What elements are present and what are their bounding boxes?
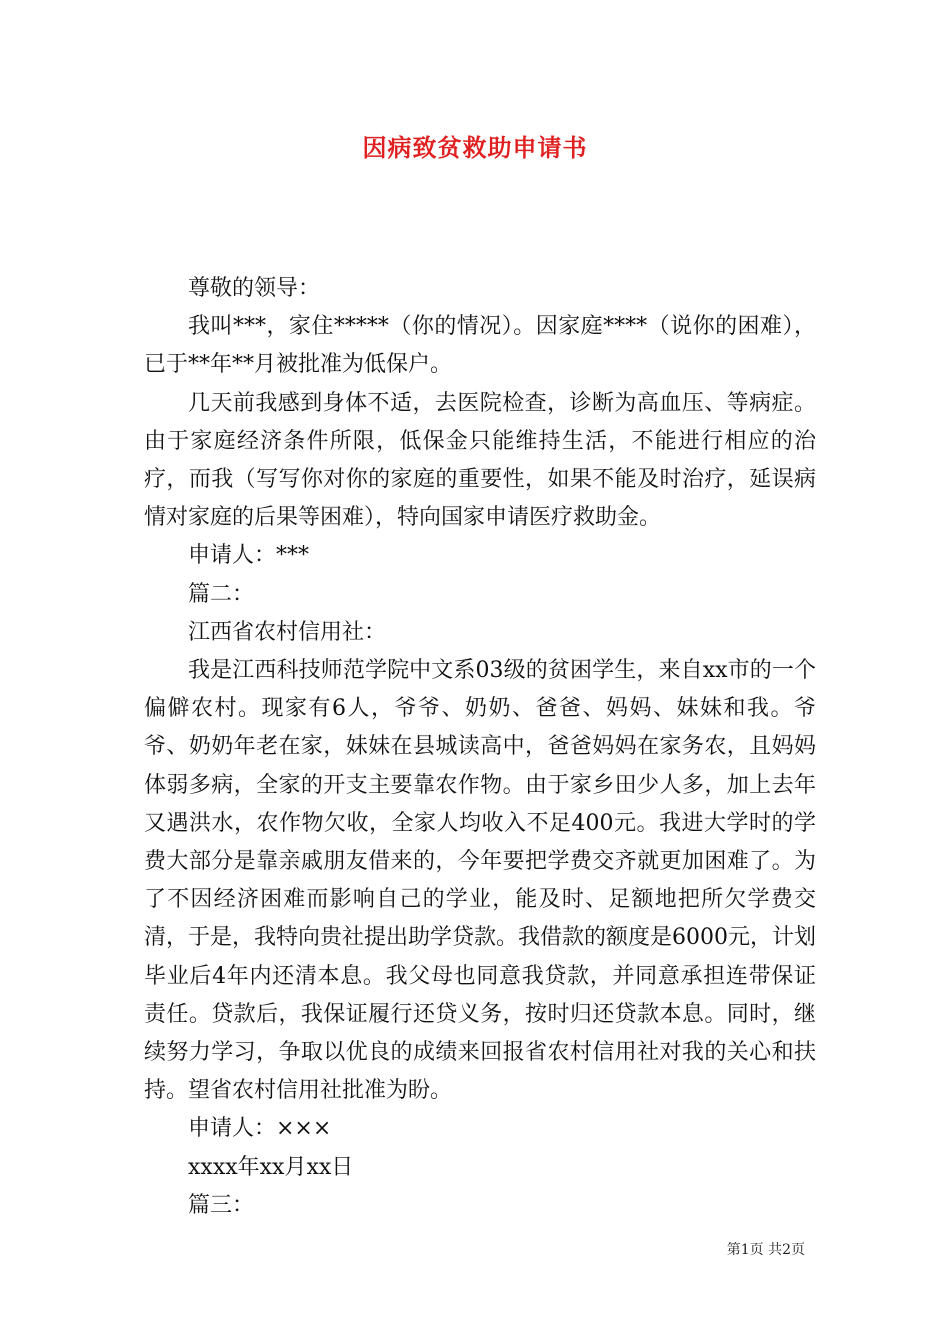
page-indicator: 第1页 共2页 <box>726 1242 805 1258</box>
section-heading-2: 篇二： <box>188 581 255 607</box>
document-title: 因病致贫救助申请书 <box>362 134 588 162</box>
date-line: xxxx年xx月xx日 <box>188 1154 354 1180</box>
recipient-2: 江西省农村信用社： <box>188 619 387 645</box>
paragraph-loan-request: 我是江西科技师范学院中文系03级的贫困学生，来自xx市的一个偏僻农村。现家有6人，爷爷、奶奶、爸爸、妈妈、妹妹和我。爷爷、奶奶年老在家，妹妹在县城读高中，爸爸妈妈在家务农，且妈妈体弱多病，全家的开支主要靠农作物。由于家乡田少人多，加上去年又遇洪水，农作物欠收，全家人均收入不足400元。我进大学时的学费大部分是靠亲戚朋友借来的，今年要把学费交齐就更加困难了。为了不因经济困难而影响自己的学业，能及时、足额地把所欠学费交清，于是，我特向贵社提出助学贷款。我借款的额度是6000元，计划毕业后4年内还清本息。我父母也同意我贷款，并同意承担连带保证责任。贷款后，我保证履行还贷义务，按时归还贷款本息。同时，继续努力学习，争取以优良的成绩来回报省农村信用社对我的关心和扶持。望省农村信用社批准为盼。 <box>144 658 816 1104</box>
document-body <box>144 270 816 1225</box>
signature-applicant-2: 申请人：××× <box>188 1116 332 1142</box>
paragraph-illness: 几天前我感到身体不适，去医院检查，诊断为高血压、等病症。由于家庭经济条件所限，低保金只能维持生活，不能进行相应的治疗，而我（写写你对你的家庭的重要性，如果不能及时治疗，延误病情对家庭的后果等困难），特向国家申请医疗救助金。 <box>144 390 816 531</box>
section-heading-3: 篇三： <box>188 1192 255 1218</box>
paragraph-intro: 我叫***，家住*****（你的情况）。因家庭****（说你的困难），已于**年**月被批准为低保户。 <box>144 314 816 378</box>
salutation: 尊敬的领导： <box>188 276 321 301</box>
signature-applicant-1: 申请人：*** <box>188 543 310 569</box>
